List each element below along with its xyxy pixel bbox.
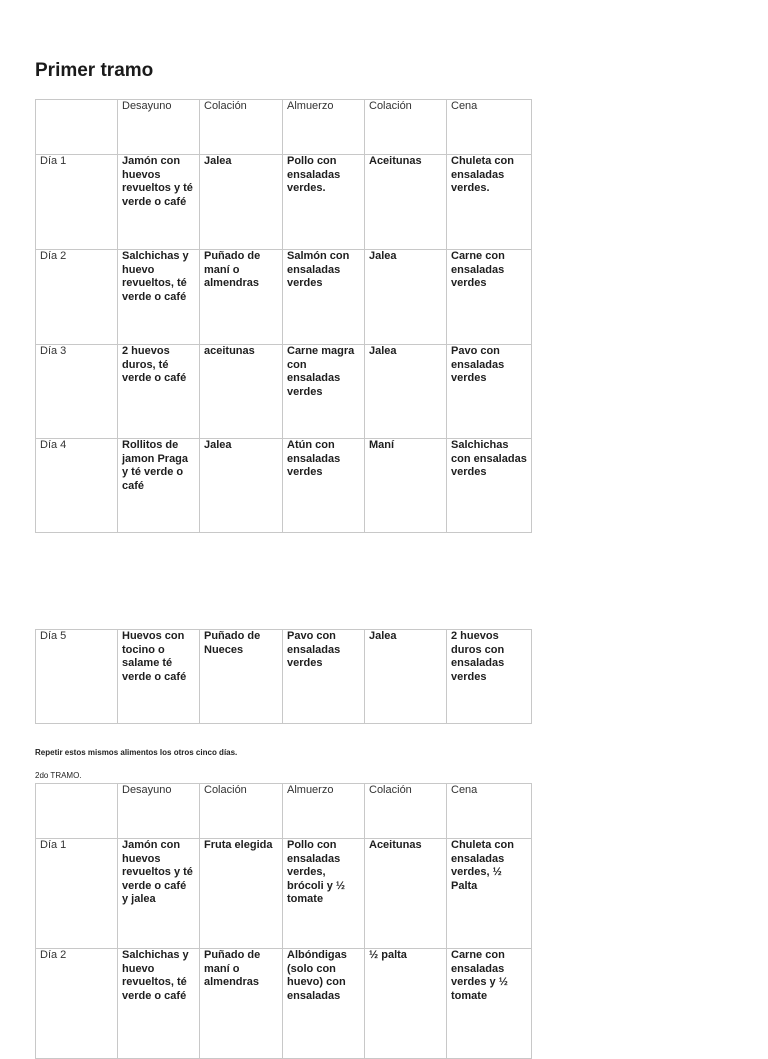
header-cell <box>36 100 118 155</box>
day-label: Día 1 <box>36 155 118 250</box>
day-label: Día 2 <box>36 949 118 1059</box>
day-label: Día 4 <box>36 439 118 533</box>
meal-cell: Puñado de maní o almendras <box>200 949 283 1059</box>
meal-cell: Jamón con huevos revueltos y té verde o café y jalea <box>118 839 200 949</box>
meal-cell: Jamón con huevos revueltos y té verde o café <box>118 155 200 250</box>
meal-table-tramo-2 <box>35 783 532 1059</box>
meal-cell: Carne con ensaladas verdes y ½ tomate <box>447 949 532 1059</box>
meal-cell: Salchichas con ensaladas verdes <box>447 439 532 533</box>
meal-cell: Jalea <box>365 250 447 345</box>
meal-cell: Maní <box>365 439 447 533</box>
header-cell <box>36 784 118 839</box>
table-header-row <box>36 784 532 839</box>
meal-table-tramo-1-day-5 <box>35 629 532 724</box>
header-cell: Desayuno <box>118 784 200 839</box>
meal-cell: Chuleta con ensaladas verdes, ½ Palta <box>447 839 532 949</box>
meal-cell: Carne magra con ensaladas verdes <box>283 345 365 439</box>
meal-cell: Pollo con ensaladas verdes. <box>283 155 365 250</box>
table-row <box>36 250 532 345</box>
meal-cell: Pollo con ensaladas verdes, brócoli y ½ tomate <box>283 839 365 949</box>
second-section-title: 2do TRAMO. <box>35 771 82 780</box>
meal-cell: ½ palta <box>365 949 447 1059</box>
table-row <box>36 630 532 724</box>
meal-cell: Puñado de Nueces <box>200 630 283 724</box>
repeat-note: Repetir estos mismos alimentos los otros cinco días. <box>35 748 238 757</box>
meal-cell: Puñado de maní o almendras <box>200 250 283 345</box>
meal-cell: Jalea <box>200 155 283 250</box>
meal-cell: aceitunas <box>200 345 283 439</box>
meal-cell: Huevos con tocino o salame té verde o café <box>118 630 200 724</box>
meal-cell: Salmón con ensaladas verdes <box>283 250 365 345</box>
meal-cell: Pavo con ensaladas verdes <box>447 345 532 439</box>
meal-cell: Salchichas y huevo revueltos, té verde o café <box>118 949 200 1059</box>
header-cell: Colación <box>200 100 283 155</box>
header-cell: Almuerzo <box>283 100 365 155</box>
meal-cell: Rollitos de jamon Praga y té verde o café <box>118 439 200 533</box>
meal-cell: Fruta elegida <box>200 839 283 949</box>
header-cell: Cena <box>447 100 532 155</box>
table-row <box>36 155 532 250</box>
meal-cell: Pavo con ensaladas verdes <box>283 630 365 724</box>
header-cell: Colación <box>365 784 447 839</box>
meal-cell: 2 huevos duros, té verde o café <box>118 345 200 439</box>
meal-cell: Atún con ensaladas verdes <box>283 439 365 533</box>
table-row <box>36 839 532 949</box>
meal-cell: Jalea <box>365 630 447 724</box>
day-label: Día 1 <box>36 839 118 949</box>
header-cell: Cena <box>447 784 532 839</box>
meal-cell: Carne con ensaladas verdes <box>447 250 532 345</box>
meal-cell: Chuleta con ensaladas verdes. <box>447 155 532 250</box>
meal-cell: 2 huevos duros con ensaladas verdes <box>447 630 532 724</box>
header-cell: Almuerzo <box>283 784 365 839</box>
meal-cell: Salchichas y huevo revueltos, té verde o café <box>118 250 200 345</box>
day-label: Día 5 <box>36 630 118 724</box>
table-row <box>36 345 532 439</box>
meal-cell: Aceitunas <box>365 839 447 949</box>
day-label: Día 2 <box>36 250 118 345</box>
meal-cell: Jalea <box>200 439 283 533</box>
meal-table-tramo-1 <box>35 99 532 533</box>
page-title: Primer tramo <box>35 60 154 81</box>
table-row <box>36 949 532 1059</box>
day-label: Día 3 <box>36 345 118 439</box>
header-cell: Colación <box>200 784 283 839</box>
meal-cell: Albóndigas (solo con huevo) con ensaladas <box>283 949 365 1059</box>
meal-cell: Jalea <box>365 345 447 439</box>
table-row <box>36 439 532 533</box>
header-cell: Colación <box>365 100 447 155</box>
meal-cell: Aceitunas <box>365 155 447 250</box>
table-header-row <box>36 100 532 155</box>
header-cell: Desayuno <box>118 100 200 155</box>
